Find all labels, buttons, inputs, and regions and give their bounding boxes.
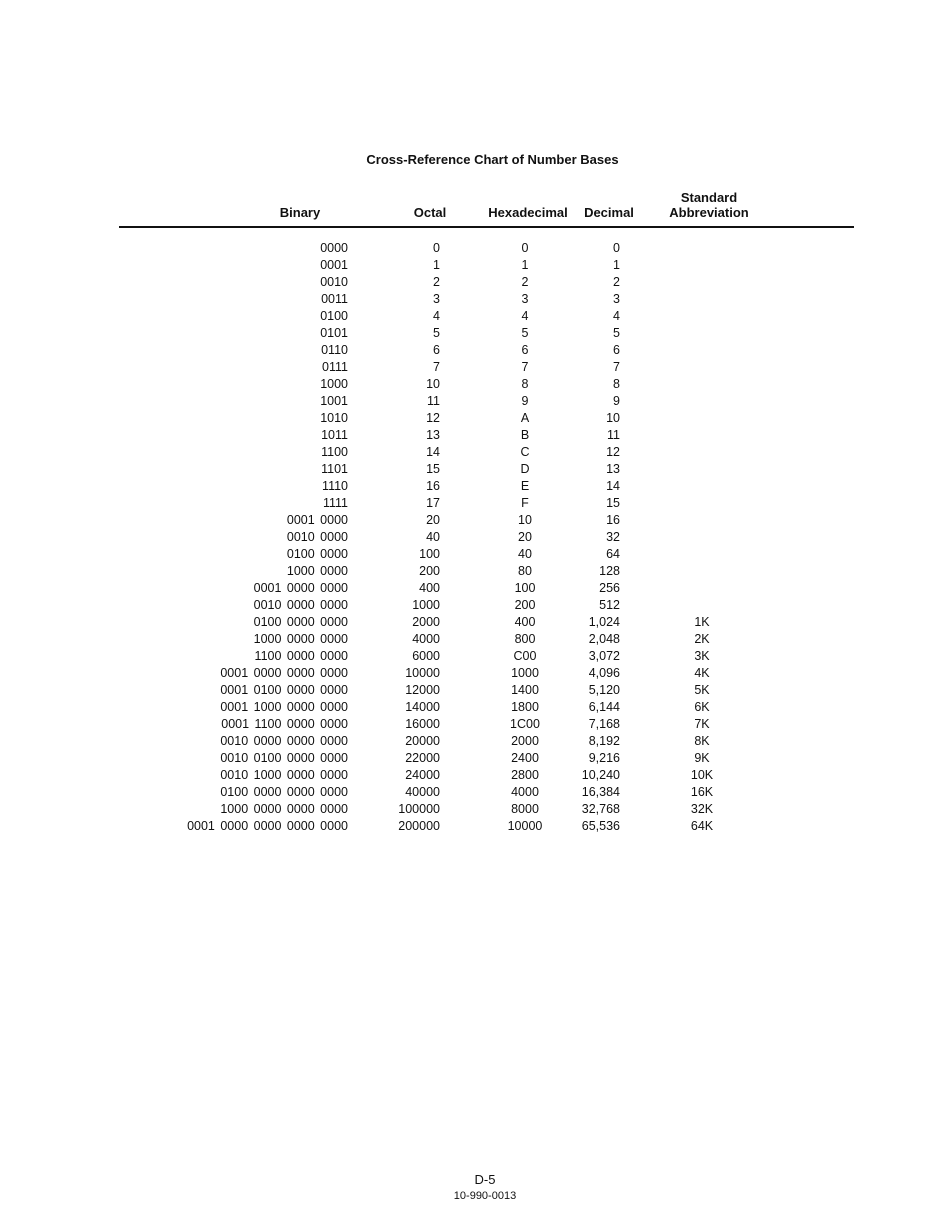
decimal-cell: 14 [606, 479, 620, 493]
table-row [0, 716, 950, 733]
octal-cell: 4 [433, 309, 440, 323]
decimal-cell: 13 [606, 462, 620, 476]
table-row [0, 427, 950, 444]
table-row [0, 512, 950, 529]
binary-cell: 0001 0100 0000 0000 [220, 683, 348, 697]
table-row [0, 393, 950, 410]
binary-cell: 1001 [320, 394, 348, 408]
hexadecimal-cell: 2 [521, 275, 529, 289]
binary-cell: 1000 0000 0000 [253, 632, 348, 646]
decimal-cell: 16,384 [581, 785, 620, 799]
abbreviation-cell: 10K [690, 768, 714, 782]
octal-cell: 6000 [412, 649, 440, 663]
table-row [0, 648, 950, 665]
table-row [0, 580, 950, 597]
hexadecimal-cell: 200 [514, 598, 536, 612]
binary-cell: 1110 [322, 479, 348, 493]
octal-cell: 10000 [405, 666, 440, 680]
table-row [0, 767, 950, 784]
abbreviation-cell: 64K [690, 819, 714, 833]
decimal-cell: 5,120 [588, 683, 620, 697]
hexadecimal-cell: 1 [521, 258, 529, 272]
column-header-standard-line: Standard [680, 190, 738, 205]
abbreviation-cell: 3K [694, 649, 710, 663]
hexadecimal-cell: 8 [521, 377, 529, 391]
binary-cell: 0001 0000 0000 0000 [220, 666, 348, 680]
abbreviation-cell: 7K [694, 717, 710, 731]
decimal-cell: 12 [606, 445, 620, 459]
binary-cell: 0010 0000 [286, 530, 348, 544]
binary-cell: 0100 0000 0000 [253, 615, 348, 629]
table-row [0, 699, 950, 716]
table-row [0, 665, 950, 682]
hexadecimal-cell: F [521, 496, 529, 510]
abbreviation-cell: 4K [694, 666, 710, 680]
decimal-cell: 1,024 [588, 615, 620, 629]
abbreviation-cell: 32K [690, 802, 714, 816]
decimal-cell: 6,144 [588, 700, 620, 714]
binary-cell: 0010 [320, 275, 348, 289]
table-row [0, 359, 950, 376]
table-row [0, 240, 950, 257]
table-row [0, 563, 950, 580]
binary-cell: 0000 [320, 241, 348, 255]
binary-cell: 0001 1000 0000 0000 [220, 700, 348, 714]
octal-cell: 200 [419, 564, 440, 578]
decimal-cell: 9,216 [588, 751, 620, 765]
octal-cell: 4000 [412, 632, 440, 646]
octal-cell: 17 [426, 496, 440, 510]
binary-cell: 1011 [321, 428, 348, 442]
binary-cell: 1000 0000 0000 0000 [220, 802, 348, 816]
table-row [0, 784, 950, 801]
hexadecimal-cell: C [520, 445, 530, 459]
octal-cell: 24000 [405, 768, 440, 782]
octal-cell: 200000 [398, 819, 440, 833]
hexadecimal-cell: 6 [521, 343, 529, 357]
binary-cell: 0001 1100 0000 0000 [221, 717, 348, 731]
hexadecimal-cell: 8000 [511, 802, 539, 816]
decimal-cell: 128 [599, 564, 620, 578]
abbreviation-cell: 6K [694, 700, 710, 714]
hexadecimal-cell: A [520, 411, 530, 425]
binary-cell: 1000 0000 [286, 564, 348, 578]
hexadecimal-cell: 3 [521, 292, 529, 306]
hexadecimal-cell: 80 [518, 564, 532, 578]
hexadecimal-cell: 800 [514, 632, 536, 646]
octal-cell: 1 [433, 258, 440, 272]
octal-cell: 14 [426, 445, 440, 459]
decimal-cell: 9 [613, 394, 620, 408]
octal-cell: 1000 [412, 598, 440, 612]
decimal-cell: 256 [599, 581, 620, 595]
hexadecimal-cell: 400 [514, 615, 536, 629]
decimal-cell: 65,536 [581, 819, 620, 833]
octal-cell: 7 [433, 360, 440, 374]
decimal-cell: 5 [613, 326, 620, 340]
table-body [0, 240, 950, 835]
table-row [0, 733, 950, 750]
decimal-cell: 4,096 [588, 666, 620, 680]
table-row [0, 682, 950, 699]
hexadecimal-cell: 5 [521, 326, 529, 340]
decimal-cell: 10,240 [581, 768, 620, 782]
abbreviation-cell: 16K [690, 785, 714, 799]
octal-cell: 10 [426, 377, 440, 391]
octal-cell: 20 [426, 513, 440, 527]
octal-cell: 16000 [405, 717, 440, 731]
table-row [0, 410, 950, 427]
binary-cell: 1100 0000 0000 [254, 649, 348, 663]
binary-cell: 0010 0100 0000 0000 [220, 751, 348, 765]
table-row [0, 818, 950, 835]
octal-cell: 2000 [412, 615, 440, 629]
page-number: D-5 [474, 1172, 496, 1187]
binary-cell: 0111 [322, 360, 348, 374]
octal-cell: 5 [433, 326, 440, 340]
table-row [0, 750, 950, 767]
hexadecimal-cell: 1400 [511, 683, 539, 697]
octal-cell: 2 [433, 275, 440, 289]
page-title: Cross-Reference Chart of Number Bases [366, 152, 619, 167]
octal-cell: 100 [419, 547, 440, 561]
decimal-cell: 7 [613, 360, 620, 374]
abbreviation-cell: 1K [694, 615, 710, 629]
binary-cell: 0101 [320, 326, 348, 340]
decimal-cell: 3 [613, 292, 620, 306]
octal-cell: 40000 [405, 785, 440, 799]
binary-cell: 0001 0000 0000 0000 0000 [187, 819, 348, 833]
hexadecimal-cell: 9 [521, 394, 529, 408]
binary-cell: 0110 [321, 343, 348, 357]
column-header-hexadecimal: Hexadecimal [488, 205, 568, 220]
octal-cell: 6 [433, 343, 440, 357]
hexadecimal-cell: D [520, 462, 530, 476]
table-row [0, 546, 950, 563]
decimal-cell: 8,192 [588, 734, 620, 748]
hexadecimal-cell: 100 [514, 581, 536, 595]
decimal-cell: 4 [613, 309, 620, 323]
binary-cell: 0100 0000 0000 0000 [220, 785, 348, 799]
decimal-cell: 10 [606, 411, 620, 425]
table-row [0, 274, 950, 291]
decimal-cell: 512 [599, 598, 620, 612]
octal-cell: 14000 [405, 700, 440, 714]
decimal-cell: 0 [613, 241, 620, 255]
hexadecimal-cell: 0 [521, 241, 529, 255]
table-row [0, 478, 950, 495]
table-row [0, 461, 950, 478]
binary-cell: 1100 [321, 445, 348, 459]
binary-cell: 0001 0000 [286, 513, 348, 527]
decimal-cell: 32,768 [581, 802, 620, 816]
binary-cell: 0011 [321, 292, 348, 306]
table-row [0, 444, 950, 461]
hexadecimal-cell: 20 [518, 530, 532, 544]
decimal-cell: 7,168 [588, 717, 620, 731]
octal-cell: 0 [433, 241, 440, 255]
hexadecimal-cell: 40 [518, 547, 532, 561]
hexadecimal-cell: 1800 [511, 700, 539, 714]
octal-cell: 13 [426, 428, 440, 442]
binary-cell: 1000 [320, 377, 348, 391]
decimal-cell: 6 [613, 343, 620, 357]
octal-cell: 12000 [405, 683, 440, 697]
octal-cell: 16 [426, 479, 440, 493]
binary-cell: 0010 0000 0000 0000 [220, 734, 348, 748]
table-row [0, 376, 950, 393]
table-row [0, 257, 950, 274]
octal-cell: 22000 [405, 751, 440, 765]
hexadecimal-cell: 2800 [511, 768, 539, 782]
binary-cell: 0100 0000 [286, 547, 348, 561]
table-row [0, 529, 950, 546]
column-header-octal: Octal [413, 205, 447, 220]
binary-cell: 1101 [321, 462, 348, 476]
octal-cell: 400 [419, 581, 440, 595]
header-divider [119, 226, 854, 228]
hexadecimal-cell: 4 [521, 309, 529, 323]
octal-cell: 12 [426, 411, 440, 425]
hexadecimal-cell: B [520, 428, 530, 442]
table-row [0, 342, 950, 359]
abbreviation-cell: 9K [694, 751, 710, 765]
decimal-cell: 8 [613, 377, 620, 391]
decimal-cell: 2 [613, 275, 620, 289]
hexadecimal-cell: E [520, 479, 530, 493]
decimal-cell: 32 [606, 530, 620, 544]
column-header-abbreviation-line: Abbreviation [669, 205, 749, 220]
octal-cell: 40 [426, 530, 440, 544]
hexadecimal-cell: 1000 [511, 666, 539, 680]
hexadecimal-cell: 4000 [511, 785, 539, 799]
hexadecimal-cell: 2400 [511, 751, 539, 765]
table-row [0, 325, 950, 342]
column-header-decimal: Decimal [584, 205, 634, 220]
table-row [0, 308, 950, 325]
decimal-cell: 3,072 [588, 649, 620, 663]
column-header-standard-abbreviation [655, 190, 763, 220]
octal-cell: 3 [433, 292, 440, 306]
table-row [0, 597, 950, 614]
binary-cell: 1111 [322, 496, 348, 510]
octal-cell: 15 [426, 462, 440, 476]
hexadecimal-cell: 10 [518, 513, 532, 527]
document-number: 10-990-0013 [453, 1190, 517, 1202]
table-row [0, 631, 950, 648]
hexadecimal-cell: C00 [513, 649, 537, 663]
table-row [0, 495, 950, 512]
table-row [0, 291, 950, 308]
binary-cell: 0010 1000 0000 0000 [220, 768, 348, 782]
decimal-cell: 64 [606, 547, 620, 561]
binary-cell: 1010 [320, 411, 348, 425]
column-header-binary: Binary [279, 205, 321, 220]
hexadecimal-cell: 2000 [511, 734, 539, 748]
decimal-cell: 2,048 [588, 632, 620, 646]
binary-cell: 0100 [320, 309, 348, 323]
decimal-cell: 1 [613, 258, 620, 272]
octal-cell: 11 [427, 394, 440, 408]
hexadecimal-cell: 10000 [507, 819, 543, 833]
binary-cell: 0010 0000 0000 [253, 598, 348, 612]
table-row [0, 801, 950, 818]
abbreviation-cell: 8K [694, 734, 710, 748]
hexadecimal-cell: 7 [521, 360, 529, 374]
decimal-cell: 16 [606, 513, 620, 527]
abbreviation-cell: 5K [694, 683, 710, 697]
abbreviation-cell: 2K [694, 632, 710, 646]
octal-cell: 100000 [398, 802, 440, 816]
decimal-cell: 15 [606, 496, 620, 510]
binary-cell: 0001 [320, 258, 348, 272]
decimal-cell: 11 [607, 428, 620, 442]
hexadecimal-cell: 1C00 [510, 717, 540, 731]
table-row [0, 614, 950, 631]
binary-cell: 0001 0000 0000 [253, 581, 348, 595]
octal-cell: 20000 [405, 734, 440, 748]
